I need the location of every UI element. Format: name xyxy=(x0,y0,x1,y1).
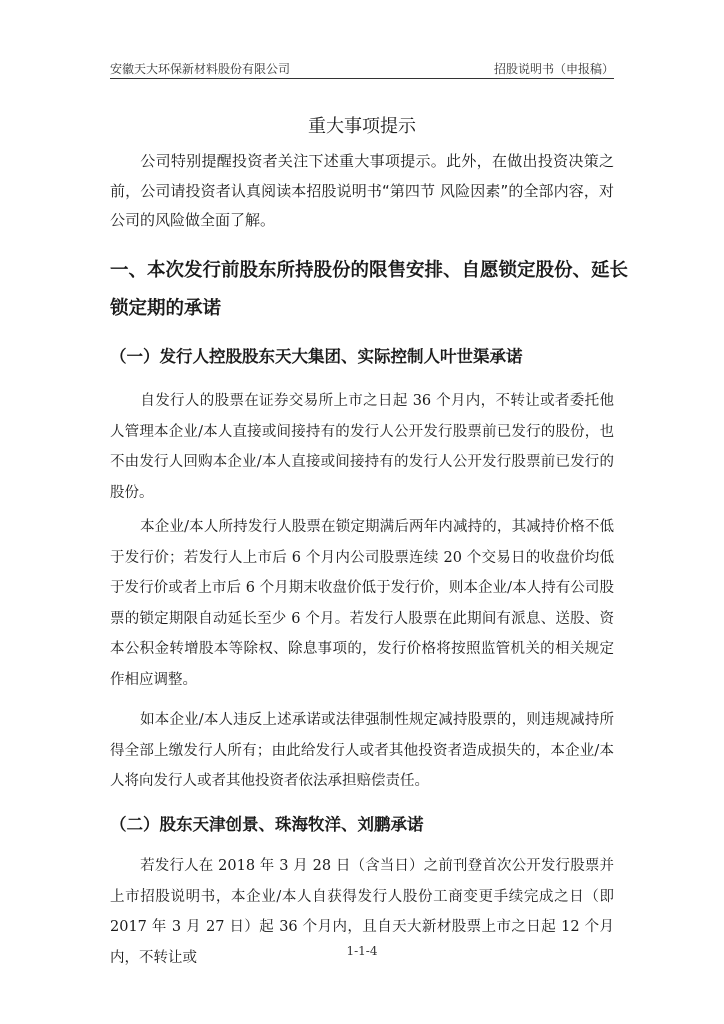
subsection-2-heading: （二）股东天津创景、珠海牧洋、刘鹏承诺 xyxy=(110,815,424,834)
subsection-1-heading: （一）发行人控股股东天大集团、实际控制人叶世渠承诺 xyxy=(110,347,523,366)
intro-paragraph xyxy=(110,147,614,236)
page-header xyxy=(110,58,614,79)
page-title: 重大事项提示 xyxy=(308,116,416,137)
header-document-type: 招股说明书（申报稿） xyxy=(493,62,614,76)
subsection-1-paragraph-1 xyxy=(110,386,614,508)
paragraph-text: 若发行人在 2018 年 3 月 28 日（含当日）之前刊登首次公开发行股票并上市招股说明书，本企业/本人自获得发行人股份工商变更手续完成之日（即 2017 年 3 月 27 日）起 36 个月内，且自天大新材股票上市之日起 12 个月内，不转让或 xyxy=(110,858,614,966)
subsection-1-paragraph-2 xyxy=(110,512,614,695)
subsection-1-paragraph-3 xyxy=(110,705,614,797)
paragraph-text: 如本企业/本人违反上述承诺或法律强制性规定减持股票的，则违规减持所得全部上缴发行人所有；由此给发行人或者其他投资者造成损失的，本企业/本人将向发行人或者其他投资者依法承担赔偿责任。 xyxy=(110,712,614,789)
paragraph-text: 本企业/本人所持发行人股票在锁定期满后两年内减持的，其减持价格不低于发行价；若发行人上市后 6 个月内公司股票连续 20 个交易日的收盘价均低于发行价或者上市后 6 个月期末收盘价低于发行价，则本企业/本人持有公司股票的锁定期限自动延长至少 6 个月。若发行人股票在此期间有派息、送股、资本公积金转增股本等除权、除息事项的，发行价格将按照监管机关的相关规定作相应调整。 xyxy=(110,519,614,688)
intro-text: 公司特别提醒投资者关注下述重大事项提示。此外，在做出投资决策之前，公司请投资者认真阅读本招股说明书“第四节 风险因素”的全部内容，对公司的风险做全面了解。 xyxy=(110,152,614,229)
header-company-name: 安徽天大环保新材料股份有限公司 xyxy=(110,62,291,76)
paragraph-text: 自发行人的股票在证券交易所上市之日起 36 个月内，不转让或者委托他人管理本企业/本人直接或间接持有的发行人公开发行股票前已发行的股份，也不由发行人回购本企业/本人直接或间接持有的发行人公开发行股票前已发行的股份。 xyxy=(110,393,614,501)
page-number: 1-1-4 xyxy=(346,944,378,958)
section-1-heading: 一、本次发行前股东所持股份的限售安排、自愿锁定股份、延长锁定期的承诺 xyxy=(110,260,629,319)
